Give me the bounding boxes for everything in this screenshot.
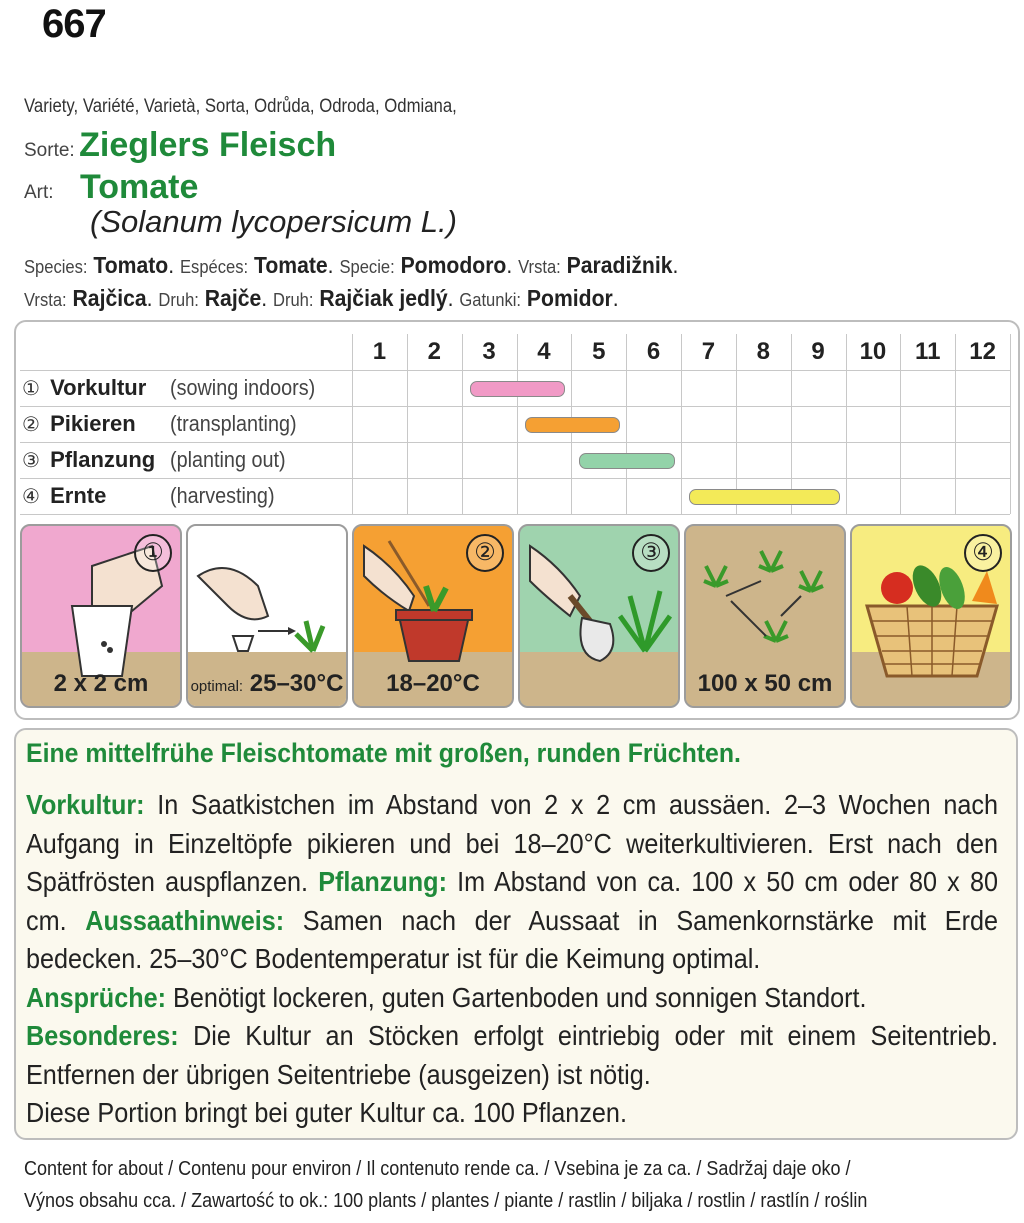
period-bar-pflanzung	[579, 453, 675, 469]
species-translation-label: Espéces:	[179, 257, 249, 277]
month-header: 8	[756, 338, 770, 365]
tile-caption-value: 2 x 2 cm	[53, 670, 149, 697]
instruction-tile	[20, 524, 182, 708]
calendar-row-label	[22, 442, 299, 478]
grid-line	[955, 334, 956, 514]
grid-line	[846, 334, 847, 514]
grid-line	[20, 370, 1010, 371]
step-number-badge: ③	[632, 534, 670, 572]
month-header: 6	[646, 338, 661, 365]
species-translation-label: Specie:	[339, 257, 395, 277]
month-header: 12	[969, 338, 996, 365]
period-bar-vorkultur	[470, 381, 566, 397]
vorkultur-text: In Saatkistchen im Abstand von 2 x 2 cm aussäen. 2–3 Wochen nach Aufgang in Einzeltöpfe pikieren und bei 18–20°C weiterkultivieren. Erst nach den Spätfrösten auspflanzen.	[26, 789, 998, 897]
calendar-row-label	[22, 370, 332, 406]
grid-line	[791, 334, 792, 514]
step-number-badge: ②	[466, 534, 504, 572]
portion-text: Diese Portion bringt bei guter Kultur ca. 100 Pflanzen.	[26, 1097, 627, 1128]
grid-line	[736, 334, 737, 514]
month-header: 10	[859, 338, 887, 365]
grid-line	[20, 514, 1010, 515]
pflanzung-text: Im Abstand von ca. 100 x 50 cm oder 80 x 80 cm.	[26, 866, 999, 936]
variety-label: Sorte:	[24, 140, 75, 161]
month-header: 3	[482, 338, 496, 365]
grid-line	[681, 334, 682, 514]
species-translation-value: Pomidor	[526, 285, 613, 311]
tile-caption-value: 18–20°C	[386, 670, 480, 697]
besonderes-text: Die Kultur an Stöcken erfolgt eintriebig oder mit einem Seitentrieb. Entfernen der übrigen Seitentriebe (ausgeizen) ist nötig.	[26, 1020, 999, 1090]
tile-caption	[188, 670, 346, 698]
latin-name: (Solanum lycopersicum L.)	[90, 204, 457, 239]
species-translation-value: Tomato	[93, 252, 169, 278]
product-code: 667	[42, 2, 106, 46]
calendar-row-label	[22, 406, 311, 442]
month-header: 9	[811, 338, 825, 365]
period-bar-ernte	[689, 489, 840, 505]
species-translations-1: Species: Tomato. Espéces: Tomate. Specie: Pomodoro. Vrsta: Paradižnik.	[24, 252, 679, 278]
pflanzung-heading: Pflanzung:	[318, 866, 447, 897]
content-footer-line-2: Výnos obsahu cca. / Zawartość to ok.: 100 plants / plantes / piante / rastlin / biljaka / rostlin / rastlín / roślin	[24, 1190, 868, 1212]
species-translations-2: Vrsta: Rajčica. Druh: Rajče. Druh: Rajčiak jedlý. Gatunki: Pomidor.	[24, 285, 619, 311]
aussaat-text: Samen nach der Aussaat in Samenkornstärke mit Erde bedecken. 25–30°C Bodentemperatur ist für die Keimung optimal.	[26, 904, 999, 974]
grid-line	[20, 478, 1010, 479]
variety-row	[24, 126, 336, 165]
step-number: ②	[22, 414, 40, 436]
species-translation-value: Pomodoro	[400, 252, 507, 278]
species-translation-label: Vrsta:	[518, 257, 561, 277]
step-number-badge: ①	[134, 534, 172, 572]
tile-caption-value: 100 x 50 cm	[697, 670, 833, 697]
month-header: 2	[427, 338, 441, 365]
species-translation-label: Druh:	[273, 290, 314, 310]
instruction-tile	[186, 524, 348, 708]
description-body	[26, 786, 998, 1133]
grid-line	[352, 334, 353, 514]
species-translation-value: Rajče	[204, 285, 262, 311]
month-header: 7	[701, 338, 716, 365]
species-translation-value: Rajčiak jedlý	[319, 285, 448, 311]
tile-caption	[22, 670, 180, 698]
species-translation-label: Vrsta:	[24, 290, 67, 310]
month-header: 1	[372, 338, 387, 365]
instruction-tile	[352, 524, 514, 708]
aussaat-heading: Aussaathinweis:	[85, 904, 285, 936]
species-translation-label: Species:	[24, 257, 88, 277]
step-translation: (transplanting)	[170, 411, 297, 436]
species-translation-label: Druh:	[158, 290, 199, 310]
step-translation: (planting out)	[170, 447, 286, 472]
tile-caption	[686, 670, 844, 698]
tile-caption-prefix: optimal:	[190, 678, 244, 695]
step-name: Pikieren	[50, 411, 136, 436]
species-translation-value: Paradižnik	[566, 252, 673, 278]
tile-caption-value: 25–30°C	[249, 670, 344, 697]
period-bar-pikieren	[525, 417, 621, 433]
grid-line	[626, 334, 627, 514]
variety-name: Zieglers Fleisch	[79, 126, 337, 164]
ansprueche-heading: Ansprüche:	[26, 981, 167, 1013]
month-header: 5	[592, 338, 606, 365]
calendar-row-label	[22, 478, 286, 514]
step-name: Ernte	[50, 483, 107, 508]
instruction-tile	[850, 524, 1012, 708]
month-header: 11	[915, 338, 941, 365]
step-number: ④	[22, 486, 40, 508]
grid-line	[20, 406, 1010, 407]
vorkultur-heading: Vorkultur:	[26, 789, 145, 820]
month-header: 4	[537, 338, 551, 365]
grid-line	[20, 442, 1010, 443]
grid-line	[407, 334, 408, 514]
calendar-grid	[352, 334, 1010, 514]
step-translation: (sowing indoors)	[170, 375, 316, 400]
content-footer-line-1: Content for about / Contenu pour environ / Il contenuto rende ca. / Vsebina je za ca. / Sadržaj daje oko /	[24, 1158, 851, 1180]
step-translation: (harvesting)	[170, 483, 275, 508]
description-headline: Eine mittelfrühe Fleischtomate mit großen, runden Früchten.	[26, 738, 741, 768]
besonderes-heading: Besonderes:	[26, 1020, 179, 1051]
species-label: Art:	[24, 182, 54, 203]
grid-line	[900, 334, 901, 514]
instruction-tile	[518, 524, 680, 708]
grid-line	[462, 334, 463, 514]
species-translation-value: Tomate	[254, 252, 328, 278]
step-number-badge: ④	[964, 534, 1002, 572]
species-name: Tomate	[80, 168, 199, 206]
step-name: Pflanzung	[50, 447, 156, 472]
instruction-tile	[684, 524, 846, 708]
species-translation-value: Rajčica	[72, 285, 147, 311]
grid-line	[1010, 334, 1011, 514]
step-number: ③	[22, 450, 40, 472]
step-name: Vorkultur	[50, 375, 147, 400]
species-row	[24, 168, 198, 207]
ansprueche-text: Benötigt lockeren, guten Gartenboden und sonnigen Standort.	[166, 981, 867, 1013]
tile-caption	[354, 670, 512, 698]
species-translation-label: Gatunki:	[459, 290, 522, 310]
variety-labels: Variety, Variété, Varietà, Sorta, Odrůda, Odroda, Odmiana,	[24, 96, 457, 117]
step-number: ①	[22, 378, 40, 400]
grid-line	[517, 334, 518, 514]
calendar-row-labels	[0, 334, 352, 514]
